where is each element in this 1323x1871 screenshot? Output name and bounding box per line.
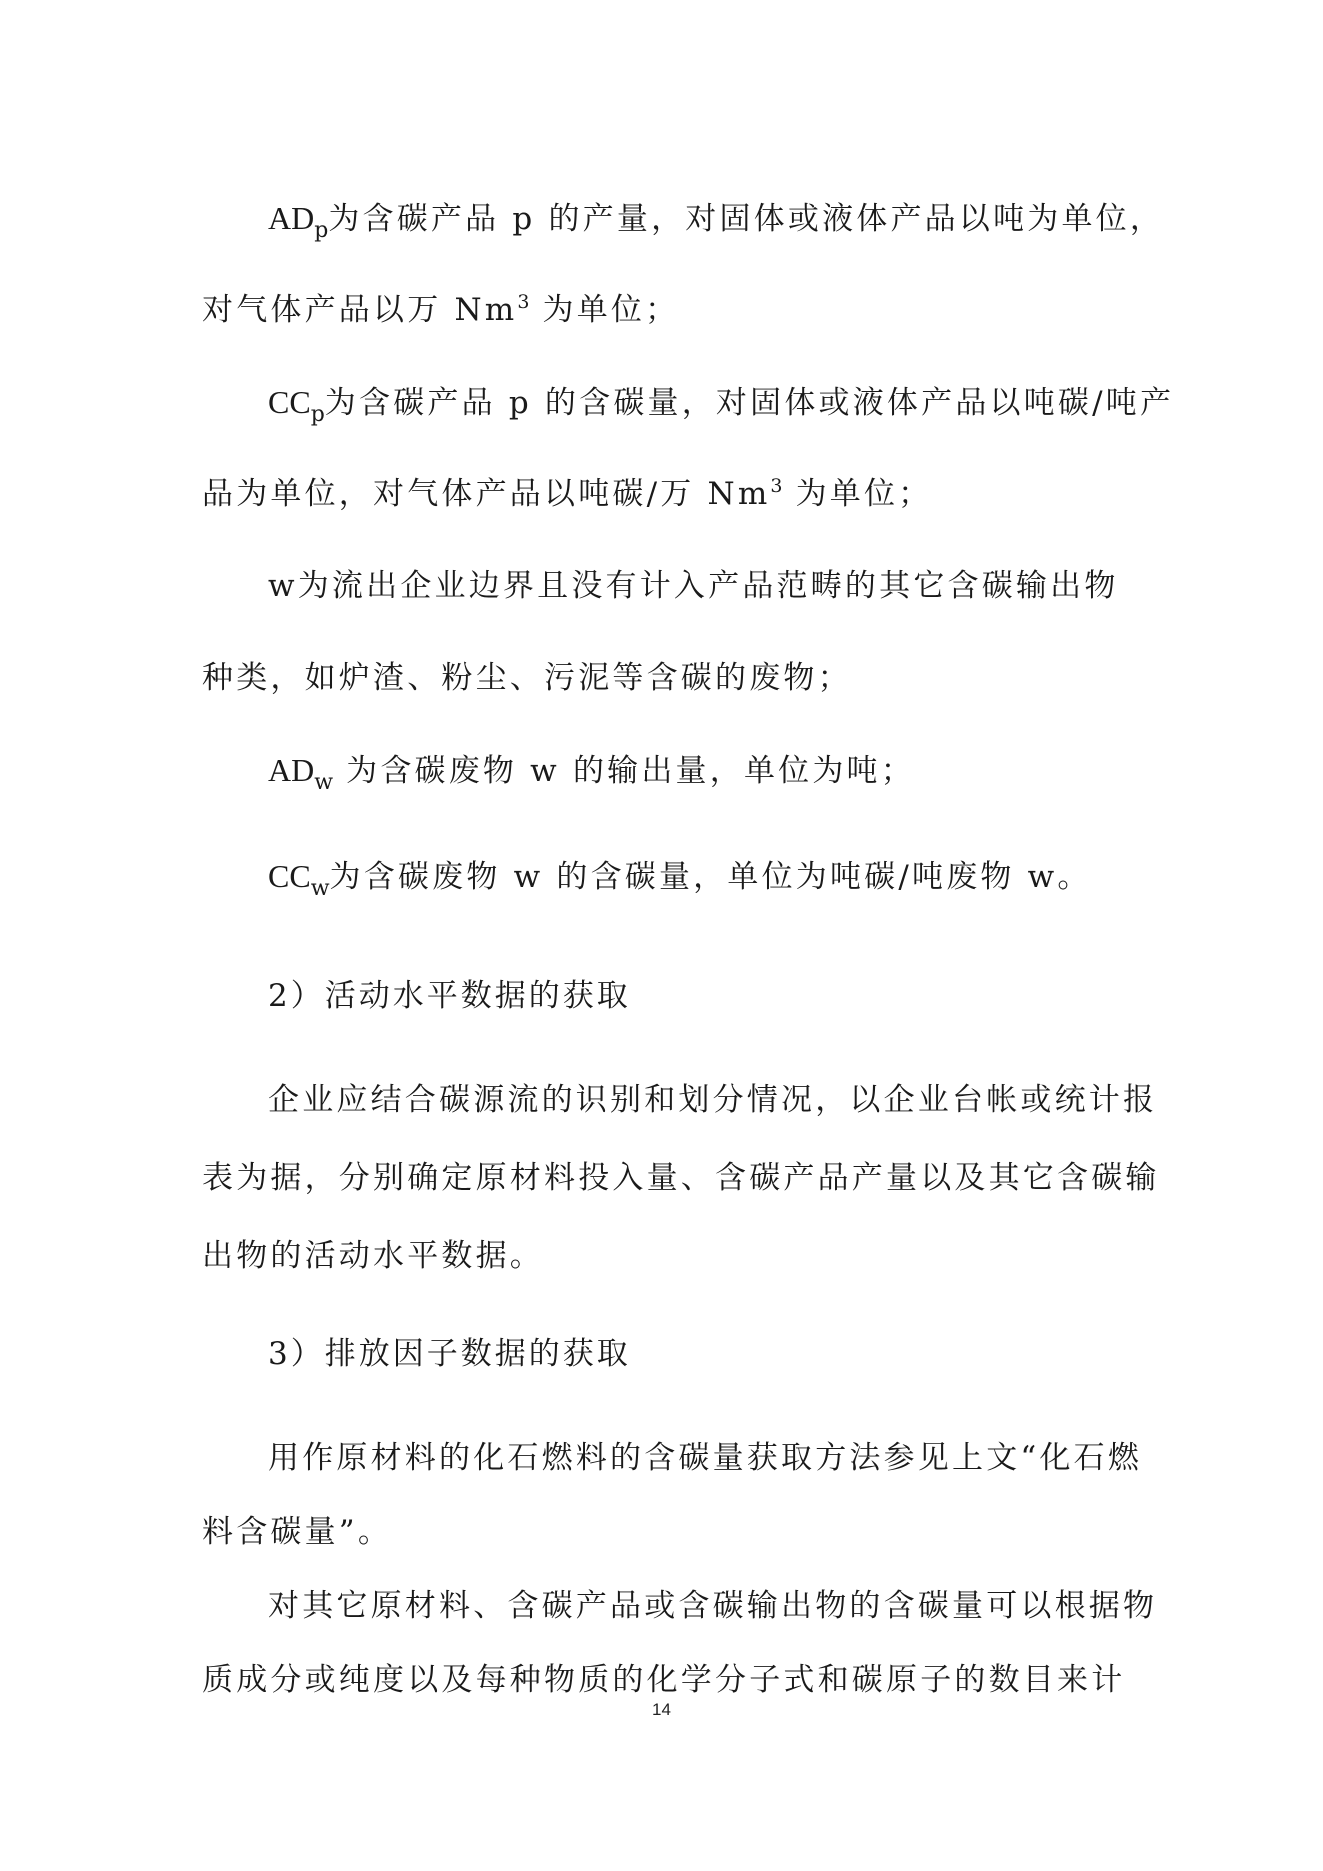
symbol-ad: AD [268,200,315,236]
paragraph-text: 为含碳废物 w 的含碳量，单位为吨碳/吨废物 w。 [329,859,1092,895]
subscript-w: w [310,876,330,901]
subscript-p: p [314,218,329,243]
paragraph-other-line1: 对其它原材料、含碳产品或含碳输出物的含碳量可以根据物 [268,1588,1158,1624]
symbol-ad: AD [268,752,315,788]
paragraph-adw [268,750,1323,795]
paragraph-fossil-line1: 用作原材料的化石燃料的含碳量获取方法参见上文“化石燃 [268,1440,1143,1476]
paragraph-ccw [268,856,1323,901]
paragraph-adp-line1 [268,198,1323,243]
section-heading-activity-data: 2）活动水平数据的获取 [268,978,631,1014]
superscript-3: 3 [517,291,530,313]
paragraph-fossil-line2: 料含碳量”。 [202,1514,393,1550]
paragraph-activity-line3: 出物的活动水平数据。 [202,1238,544,1274]
paragraph-ccp-line2 [202,474,1323,514]
symbol-cc: CC [268,384,311,420]
paragraph-text: 为单位； [782,476,933,512]
paragraph-text: 品为单位，对气体产品以吨碳/万 Nm [202,476,771,512]
page-number: 14 [652,1700,671,1719]
paragraph-other-line2: 质成分或纯度以及每种物质的化学分子式和碳原子的数目来计 [202,1662,1126,1698]
symbol-cc: CC [268,858,311,894]
paragraph-ccp-line1 [268,382,1323,427]
paragraph-text: 为含碳产品 p 的产量，对固体或液体产品以吨为单位， [328,201,1165,237]
paragraph-w-line2: 种类，如炉渣、粉尘、污泥等含碳的废物； [202,660,852,696]
paragraph-text: 为单位； [529,292,680,328]
superscript-3: 3 [770,475,783,497]
paragraph-activity-line2: 表为据，分别确定原材料投入量、含碳产品产量以及其它含碳输 [202,1160,1160,1196]
section-heading-emission-factor: 3）排放因子数据的获取 [268,1336,631,1372]
paragraph-w-line1: w为流出企业边界且没有计入产品范畴的其它含碳输出物 [268,568,1119,604]
paragraph-text: 对气体产品以万 Nm [202,292,518,328]
paragraph-text: 为含碳产品 p 的含碳量，对固体或液体产品以吨碳/吨产 [324,385,1175,421]
paragraph-adp-line2 [202,290,1323,330]
paragraph-activity-line1: 企业应结合碳源流的识别和划分情况，以企业台帐或统计报 [268,1082,1158,1118]
subscript-p: p [310,402,325,427]
paragraph-text: 为含碳废物 w 的输出量，单位为吨； [333,753,915,789]
subscript-w: w [314,770,334,795]
